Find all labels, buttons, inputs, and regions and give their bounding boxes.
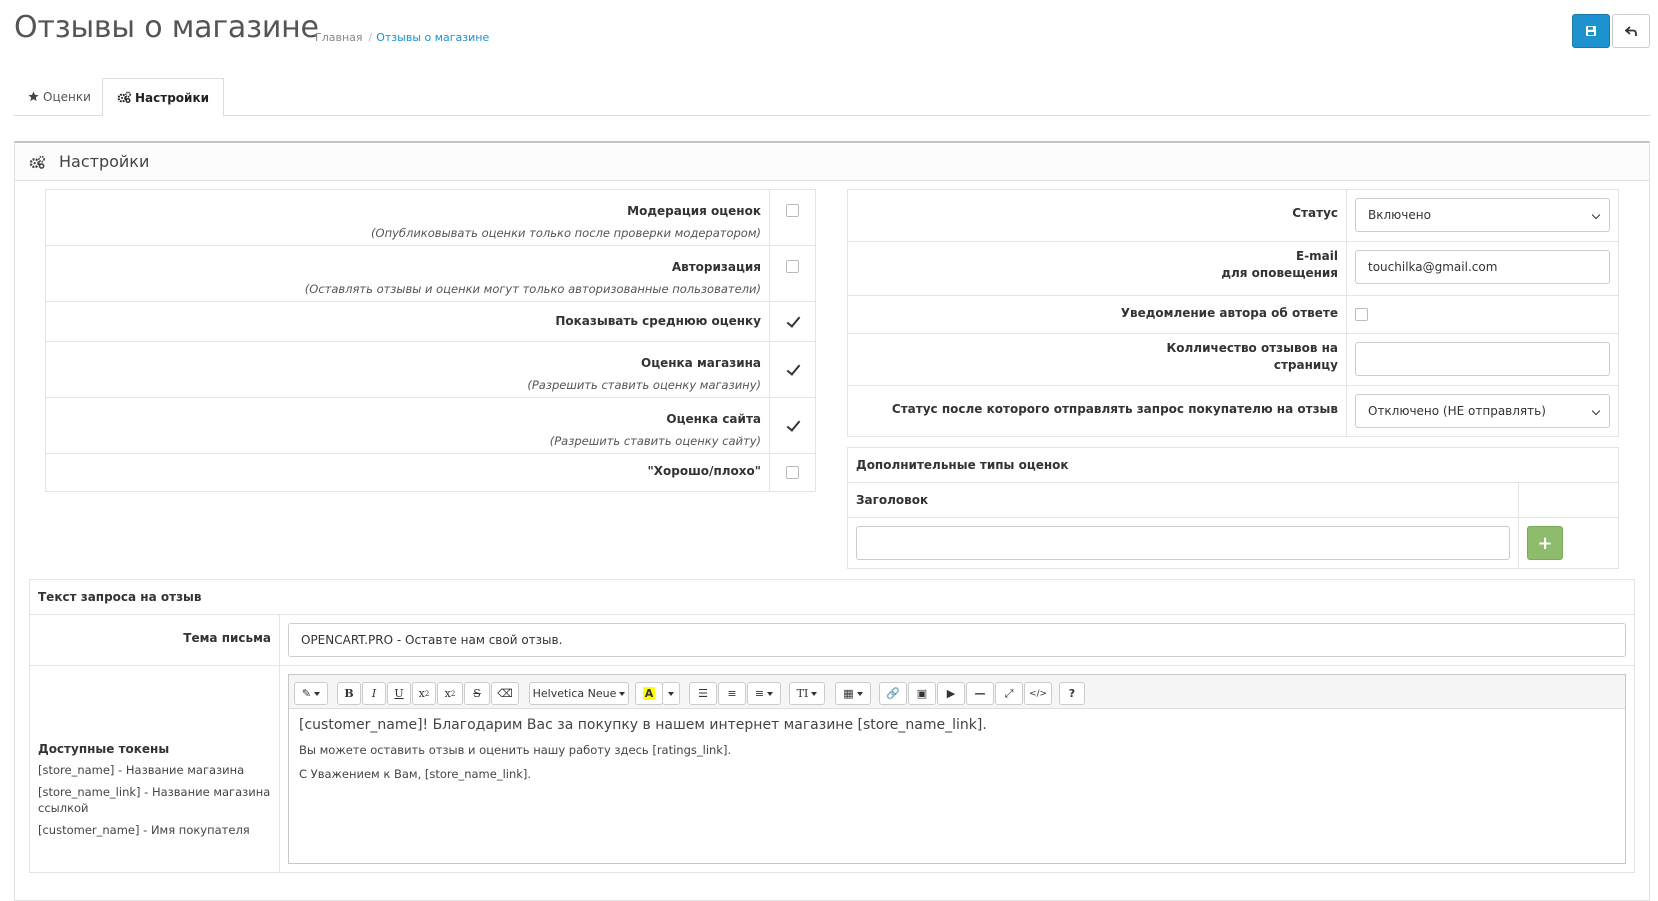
breadcrumb-current[interactable]: Отзывы о магазине: [376, 31, 490, 44]
status-label: Статус: [1292, 206, 1338, 220]
setting-hint: (Разрешить ставить оценку магазину): [527, 378, 761, 392]
reply-icon: [1625, 25, 1638, 37]
token-item: [customer_name] - Имя покупателя: [38, 823, 250, 837]
token-item: [store_name] - Название магазина: [38, 763, 245, 777]
save-button[interactable]: [1572, 14, 1610, 48]
tab-ratings[interactable]: [14, 78, 105, 116]
per-page-input[interactable]: [1355, 342, 1610, 376]
tab-settings[interactable]: [102, 78, 224, 117]
email-label-1: E-mail: [1295, 249, 1338, 263]
notify-author-checkbox[interactable]: [1355, 308, 1368, 321]
tab-bar: [14, 78, 1650, 116]
request-text-table: [29, 579, 1635, 873]
question-icon: ?: [1068, 687, 1076, 700]
magic-icon: ✎: [301, 687, 312, 700]
link-icon: 🔗: [886, 687, 900, 700]
shop-rating-checkbox[interactable]: [786, 362, 799, 375]
align-icon: ≡: [754, 687, 765, 700]
setting-row-moderation: [46, 190, 816, 246]
setting-row-site-rating: [46, 398, 816, 454]
good-bad-checkbox[interactable]: [786, 466, 799, 479]
star-icon: [28, 79, 39, 117]
image-icon: ▣: [916, 687, 928, 700]
ordered-list-button[interactable]: [718, 682, 746, 705]
rich-text-editor: [288, 674, 1626, 864]
authorization-checkbox[interactable]: [786, 260, 799, 273]
editor-paragraph: Вы можете оставить отзыв и оценить нашу работу здесь [ratings_link].: [299, 743, 732, 757]
help-button[interactable]: [1059, 682, 1085, 705]
unordered-list-button[interactable]: [689, 682, 717, 705]
video-button[interactable]: [937, 682, 965, 705]
expand-icon: ⤢: [1004, 686, 1014, 700]
add-type-button[interactable]: +: [1527, 526, 1563, 560]
underline-button[interactable]: U: [387, 682, 411, 705]
editor-paragraph: С Уважением к Вам, [store_name_link].: [299, 767, 532, 781]
request-status-select[interactable]: Отключено (НЕ отправлять): [1355, 394, 1610, 428]
site-rating-checkbox[interactable]: [786, 418, 799, 431]
email-row: [848, 242, 1619, 296]
code-view-button[interactable]: [1024, 682, 1052, 705]
left-settings-table: [45, 189, 816, 492]
breadcrumb: Главная / Отзывы о магазине: [315, 31, 490, 44]
page-title: Отзывы о магазине: [14, 10, 319, 45]
bold-button[interactable]: B: [337, 682, 361, 705]
setting-row-average: [46, 302, 816, 342]
editor-toolbar: [289, 675, 1625, 709]
request-text-title: Текст запроса на отзыв: [30, 580, 1635, 615]
gears-icon: [117, 80, 131, 118]
extra-type-input[interactable]: [856, 526, 1510, 560]
email-label-2: для оповещения: [1221, 266, 1338, 280]
editor-cell: [280, 666, 1635, 873]
italic-button[interactable]: I: [362, 682, 386, 705]
email-input[interactable]: touchilka@gmail.com: [1355, 250, 1610, 284]
minus-icon: —: [974, 687, 986, 700]
paragraph-dropdown[interactable]: [747, 682, 781, 705]
back-button[interactable]: [1612, 14, 1650, 48]
subject-label: Тема письма: [183, 631, 271, 645]
setting-label: Оценка сайта: [666, 412, 761, 426]
save-icon: [1585, 25, 1597, 37]
tokens-cell: [30, 666, 280, 873]
chevron-down-icon: [1592, 211, 1600, 219]
hr-button[interactable]: [966, 682, 994, 705]
setting-label: "Хорошо/плохо": [647, 464, 761, 478]
font-family-dropdown[interactable]: Helvetica Neue: [529, 682, 629, 705]
per-page-label-1: Колличество отзывов на: [1166, 341, 1338, 355]
tab-ratings-label: Оценки: [43, 90, 91, 104]
code-icon: </>: [1028, 688, 1048, 699]
video-icon: ▶: [946, 687, 956, 700]
font-color-icon: A: [644, 687, 654, 700]
image-button[interactable]: [908, 682, 936, 705]
superscript-button[interactable]: x 2: [412, 682, 436, 705]
setting-label: Оценка магазина: [641, 356, 761, 370]
page-header: [0, 0, 1658, 62]
tokens-label: Доступные токены: [38, 742, 170, 756]
fullscreen-button[interactable]: [995, 682, 1023, 705]
list-ol-icon: ≡: [727, 687, 737, 700]
panel-title: Настройки: [59, 152, 150, 171]
setting-hint: (Оставлять отзывы и оценки могут только авторизованные пользователи): [304, 282, 761, 296]
right-settings-table: [847, 189, 1619, 437]
moderation-checkbox[interactable]: [786, 204, 799, 217]
subject-input[interactable]: OPENCART.PRO - Оставте нам свой отзыв.: [288, 623, 1626, 657]
table-dropdown[interactable]: [835, 682, 871, 705]
text-color-button[interactable]: [635, 682, 663, 705]
setting-label: Показывать среднюю оценку: [555, 314, 761, 328]
gears-icon: [29, 155, 45, 172]
per-page-label-2: страницу: [1273, 358, 1338, 372]
style-dropdown[interactable]: [294, 682, 328, 705]
chevron-down-icon: [1592, 407, 1600, 415]
list-ul-icon: ☰: [698, 687, 708, 700]
setting-hint: (Разрешить ставить оценку сайту): [549, 434, 761, 448]
strikethrough-button[interactable]: S: [464, 682, 490, 705]
color-dropdown[interactable]: [662, 682, 680, 705]
average-rating-checkbox[interactable]: [786, 314, 799, 327]
notify-author-label: Уведомление автора об ответе: [1120, 306, 1338, 320]
eraser-icon: ⌫: [497, 687, 513, 700]
panel-heading: [15, 143, 1649, 181]
setting-row-shop-rating: [46, 342, 816, 398]
status-row: [848, 190, 1619, 242]
setting-label: Авторизация: [671, 260, 761, 274]
status-select[interactable]: Включено: [1355, 198, 1610, 232]
table-icon: ▦: [843, 687, 854, 700]
tab-settings-label: Настройки: [135, 91, 210, 105]
request-status-label: Статус после которого отправлять запрос покупателю на отзыв: [891, 402, 1338, 416]
notify-author-row: [848, 296, 1619, 334]
setting-row-good-bad: [46, 454, 816, 492]
setting-label: Модерация оценок: [627, 204, 761, 218]
extra-types-table: [847, 447, 1619, 569]
settings-panel: [14, 141, 1650, 901]
line-height-dropdown[interactable]: [789, 682, 825, 705]
link-button[interactable]: [879, 682, 907, 705]
editor-content[interactable]: [289, 709, 1625, 799]
subscript-button[interactable]: x 2: [437, 682, 463, 705]
text-height-icon: TI: [796, 687, 809, 700]
per-page-row: [848, 334, 1619, 386]
editor-paragraph: [customer_name]! Благодарим Вас за покупку в нашем интернет магазине [store_name_link].: [299, 717, 987, 733]
breadcrumb-home[interactable]: Главная: [315, 31, 363, 44]
setting-row-authorization: [46, 246, 816, 302]
eraser-button[interactable]: [491, 682, 519, 705]
extra-types-title: Дополнительные типы оценок: [848, 448, 1619, 483]
setting-hint: (Опубликовывать оценки только после проверки модератором): [371, 226, 761, 240]
token-item: [store_name_link] - Название магазина ссылкой: [38, 785, 271, 815]
request-status-row: [848, 386, 1619, 437]
column-header-title: Заголовок: [848, 483, 1519, 518]
